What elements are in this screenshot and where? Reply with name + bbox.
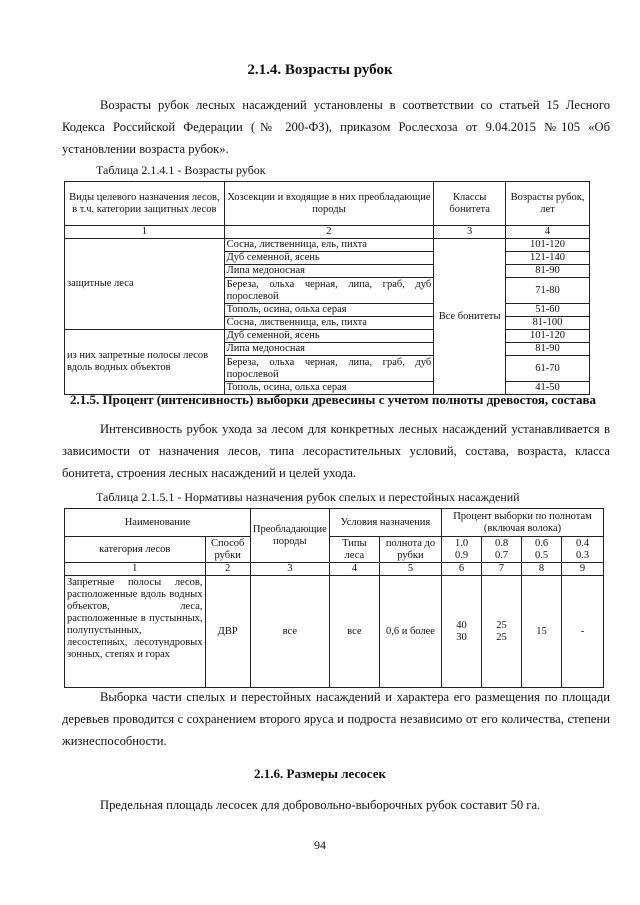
- density-range: 0.8 0.7: [482, 537, 522, 563]
- age-cell: 101-120: [506, 330, 590, 343]
- norm-percent: 25 25: [482, 576, 522, 688]
- column-number: 4: [506, 226, 590, 239]
- norm-percent: 15: [522, 576, 562, 688]
- column-number: 1: [65, 563, 206, 576]
- section-heading-intensity: 2.1.5. Процент (интенсивность) выборки древесины с учетом полноты древостоя, состава: [70, 392, 596, 407]
- species-cell: Береза, ольха черная, липа, граб, дуб порослевой: [224, 278, 434, 304]
- norm-category: Запретные полосы лесов, расположенные вдоль водных объектов, леса, расположенные в пустынных, полупустынных, лесостепных, лесотундровых зонных, степях и горах: [65, 576, 206, 688]
- norm-method: ДВР: [205, 576, 250, 688]
- header-forest-types: Типы леса: [329, 537, 379, 563]
- table-caption-ages: Таблица 2.1.4.1 - Возрасты рубок: [96, 163, 266, 177]
- density-range: 0.6 0.5: [522, 537, 562, 563]
- species-cell: Береза, ольха черная, липа, граб, дуб порослевой: [224, 356, 434, 382]
- paragraph-ages: Возрасты рубок лесных насаждений установлены в соответствии со статьей 15 Лесного Кодекса Российской Федерации (№ 200-ФЗ), приказом Рослесхоза от 9.04.2015 №105 «Об установлении возраста рубок».: [62, 98, 610, 156]
- norm-density: 0,6 и более: [379, 576, 441, 688]
- paragraph-intensity: Интенсивность рубок ухода за лесом для конкретных лесных насаждений устанавливается в зависимости от назначения лесов, типа лесорастительных условий, состава, возраста, класса бонитета, строения лесных насаждений и целей ухода.: [62, 422, 610, 480]
- table-cutting-ages: [64, 181, 590, 395]
- age-cell: 121-140: [506, 252, 590, 265]
- forest-category: из них запретные полосы лесов вдоль водных объектов: [65, 330, 225, 395]
- header-cell: Классы бонитета: [434, 182, 506, 226]
- page-number: 94: [314, 838, 326, 852]
- header-percent: Процент выборки по полнотам (включая волока): [442, 509, 604, 537]
- column-number: 1: [65, 226, 225, 239]
- header-name: Наименование: [65, 509, 251, 537]
- species-cell: Липа медоносная: [224, 265, 434, 278]
- header-cell: Хозсекции и входящие в них преобладающие породы: [224, 182, 434, 226]
- column-number: 7: [482, 563, 522, 576]
- column-number: 9: [562, 563, 604, 576]
- section-heading-cut-area: 2.1.6. Размеры лесосек: [254, 766, 386, 781]
- norm-percent: 40 30: [442, 576, 482, 688]
- header-cell: Виды целевого назначения лесов, в т.ч. категории защитных лесов: [65, 182, 225, 226]
- column-number: 3: [434, 226, 506, 239]
- age-cell: 81-90: [506, 343, 590, 356]
- column-number: 2: [224, 226, 434, 239]
- header-method: Способ рубки: [205, 537, 250, 563]
- column-number: 8: [522, 563, 562, 576]
- age-cell: 81-90: [506, 265, 590, 278]
- age-cell: 71-80: [506, 278, 590, 304]
- age-cell: 51-60: [506, 304, 590, 317]
- density-range: 1.0 0.9: [442, 537, 482, 563]
- age-cell: 101-120: [506, 239, 590, 252]
- age-cell: 61-70: [506, 356, 590, 382]
- column-number: 3: [250, 563, 329, 576]
- header-density: полнота до рубки: [379, 537, 441, 563]
- paragraph-selection: Выборка части спелых и перестойных насаждений и характера его размещения по площади деревьев проводится с сохранением второго яруса и подроста независимо от его количества, степени жизнеспособности.: [62, 690, 610, 748]
- column-number: 5: [379, 563, 441, 576]
- column-number: 2: [205, 563, 250, 576]
- norm-percent: -: [562, 576, 604, 688]
- density-range: 0.4 0.3: [562, 537, 604, 563]
- norm-breed: все: [250, 576, 329, 688]
- age-cell: 81-100: [506, 317, 590, 330]
- species-cell: Липа медоносная: [224, 343, 434, 356]
- table-cutting-norms: [64, 508, 604, 688]
- header-cell: Возрасты рубок, лет: [506, 182, 590, 226]
- species-cell: Тополь, осина, ольха серая: [224, 304, 434, 317]
- species-cell: Дуб семенной, ясень: [224, 252, 434, 265]
- species-cell: Дуб семенной, ясень: [224, 330, 434, 343]
- header-category: категория лесов: [65, 537, 206, 563]
- species-cell: Сосна, лиственница, ель, пихта: [224, 317, 434, 330]
- forest-category: защитные леса: [65, 239, 225, 330]
- age-cell: 41-50: [506, 382, 590, 395]
- species-cell: Сосна, лиственница, ель, пихта: [224, 239, 434, 252]
- column-number: 6: [442, 563, 482, 576]
- norm-forest-types: все: [329, 576, 379, 688]
- section-heading-ages: 2.1.4. Возрасты рубок: [247, 62, 393, 78]
- paragraph-cut-area: Предельная площадь лесосек для добровольно-выборочных рубок составит 50 га.: [100, 798, 541, 812]
- table-caption-norms: Таблица 2.1.5.1 - Нормативы назначения рубок спелых и перестойных насаждений: [96, 490, 520, 504]
- bonitet-cell: Все бонитеты: [434, 239, 506, 395]
- header-breed: Преобладающие породы: [250, 509, 329, 563]
- header-conditions: Условия назначения: [329, 509, 441, 537]
- species-cell: Тополь, осина, ольха серая: [224, 382, 434, 395]
- column-number: 4: [329, 563, 379, 576]
